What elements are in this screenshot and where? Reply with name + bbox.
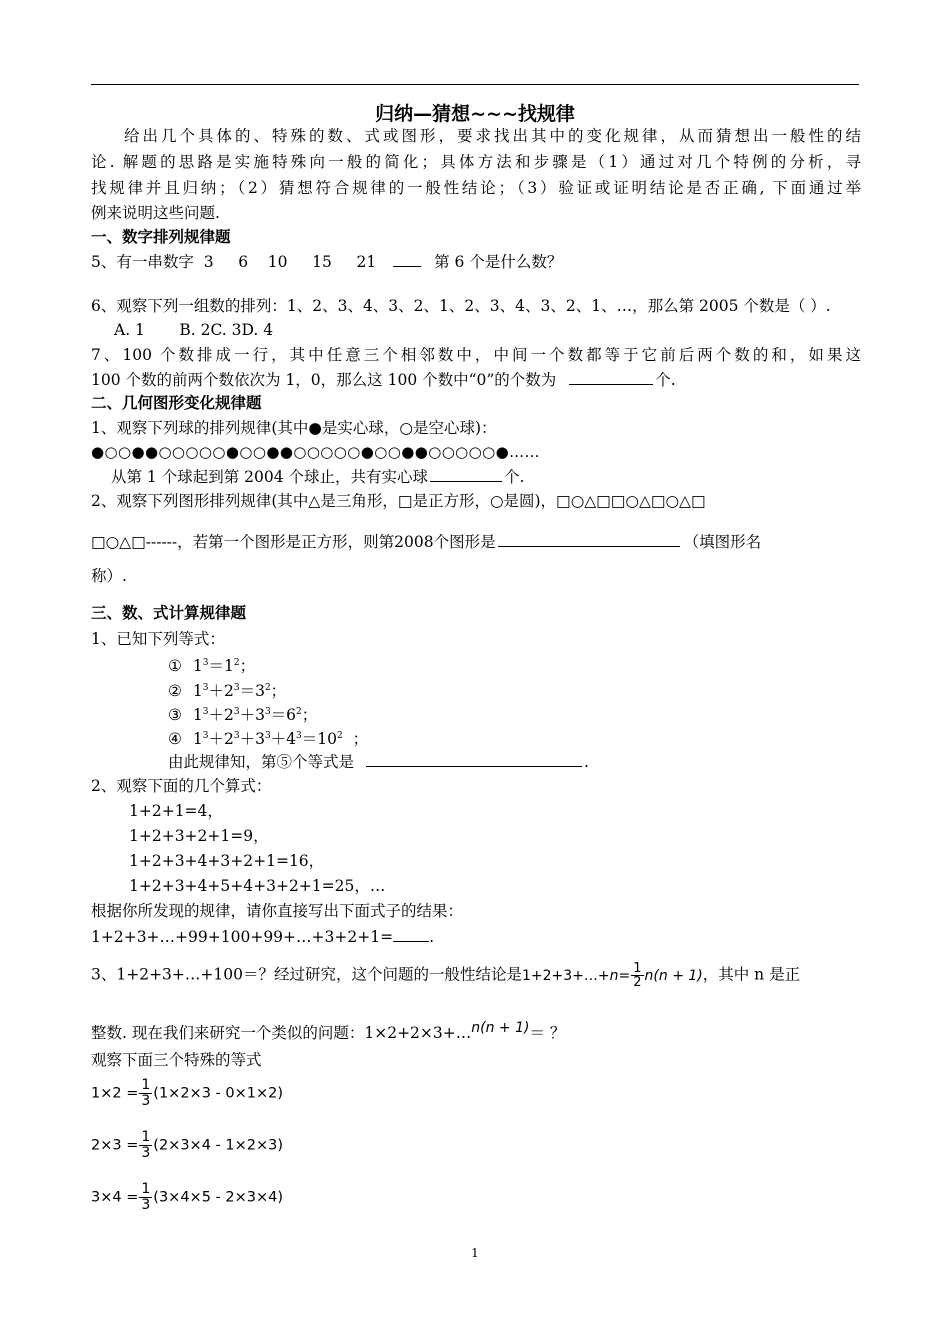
eq4-exp: 3 xyxy=(202,731,209,741)
equation-4 xyxy=(168,726,938,749)
equation-3 xyxy=(168,702,938,725)
s3-question-3-line1 xyxy=(91,962,861,989)
s2-question-1: 1、观察下列球的排列规律(其中●是实心球，○是空心球)： xyxy=(91,419,497,437)
eq1-label: ① xyxy=(168,657,182,675)
eq4-exp: 3 xyxy=(296,731,302,741)
eq3-exp: 3 xyxy=(202,707,209,717)
equation-2 xyxy=(168,678,938,701)
s1-question-6: 6、观察下列一组数的排列：1、2、3、4、3、2、1、2、3、4、3、2、1、…，那么第 2005 个数是（ ）. xyxy=(91,297,831,315)
special-eq3-lhs: 3×4 = xyxy=(91,1189,139,1206)
special-equation-3 xyxy=(91,1182,283,1213)
q5-text: 5、有一串数字 3 6 10 15 21 xyxy=(91,253,377,271)
q2-expr-tail: . xyxy=(429,928,434,946)
special-eq3-rhs: (3×4×5 - 2×3×4) xyxy=(153,1189,283,1206)
section1-heading: 一、数字排列规律题 xyxy=(91,228,231,246)
s2-question-1-ask xyxy=(111,466,881,487)
sum-result-blank[interactable] xyxy=(393,926,429,942)
sum-line-1: 1+2+1=4， xyxy=(129,802,223,820)
intro-line-2: 论. 解题的思路是实施特殊向一般的简化；具体方法和步骤是（1）通过对几个特例的分析，寻 xyxy=(91,153,861,171)
section2-heading: 二、几何图形变化规律题 xyxy=(91,394,262,412)
s3-question-2: 2、观察下面的几个算式： xyxy=(91,777,272,795)
q3-frac-den: 2 xyxy=(633,975,642,990)
special-eq2-rhs: (2×3×4 - 1×2×3) xyxy=(153,1137,283,1154)
intro-line-1: 给出几个具体的、特殊的数、式或图形，要求找出其中的变化规律，从而猜想出一般性的结 xyxy=(124,127,861,145)
eq4-part: ＋3 xyxy=(239,730,265,748)
s2-question-2-line3: 称）. xyxy=(91,567,127,585)
q3-tail: ，其中 n 是正 xyxy=(702,965,801,984)
special-eq1-fraction xyxy=(139,1078,152,1109)
q2-expr-text: 1+2+3+…+99+100+99+…+3+2+1= xyxy=(91,928,394,946)
special-equation-2 xyxy=(91,1130,283,1161)
eq4-exp: 3 xyxy=(264,731,271,741)
s2-question-2-line2 xyxy=(91,531,861,552)
special-eq2-fraction xyxy=(139,1130,152,1161)
q3-formula-rhs: n(n + 1) xyxy=(644,967,703,984)
eq4-exp: 2 xyxy=(337,731,343,741)
eq4-part: ＝10 xyxy=(301,730,338,748)
eq3-part: ＋2 xyxy=(208,706,234,724)
eq2-base: 1 xyxy=(192,682,203,700)
s1-question-7-line1: 7、100 个数排成一行，其中任意三个相邻数中，中间一个数都等于它前后两个数的和，如果这 xyxy=(91,346,861,364)
eq1-exp: 3 xyxy=(202,658,209,668)
q7-answer-blank[interactable] xyxy=(569,369,653,385)
s1-question-6-options: A. 1 B. 2C. 3D. 4 xyxy=(114,321,274,339)
s3-question-2-ask: 根据你所发现的规律，请你直接写出下面式子的结果： xyxy=(91,902,464,920)
q3-line2-text: 整数. 现在我们来研究一个类似的问题：1×2+2×3+… xyxy=(91,1024,472,1042)
eq4-part: 1 xyxy=(192,730,203,748)
eq2-exp: 3 xyxy=(202,683,209,693)
eq3-part: ＋3 xyxy=(239,706,265,724)
header-rule xyxy=(91,84,859,85)
q7-tail: 个. xyxy=(655,371,676,389)
q3-frac-num: 1 xyxy=(633,961,642,976)
eq1-base: 1 xyxy=(192,657,203,675)
eq3-label: ③ xyxy=(168,706,182,724)
eq1-rhs: ＝1 xyxy=(208,657,234,675)
s3-question-1-ask xyxy=(168,751,938,772)
s3-question-3-line2 xyxy=(91,1018,861,1043)
special-eq2-num: 1 xyxy=(141,1129,151,1145)
sum-line-2: 1+2+3+2+1=9， xyxy=(129,827,269,845)
q1-ask-tail: . xyxy=(584,753,589,771)
eq3-exp: 3 xyxy=(233,707,240,717)
q3-formula xyxy=(521,961,703,990)
sum-line-4: 1+2+3+4+5+4+3+2+1=25，… xyxy=(129,877,386,895)
section3-heading: 三、数、式计算规律题 xyxy=(91,604,247,622)
eq3-part: ； xyxy=(301,706,318,724)
q1-ask-tail: 个. xyxy=(504,468,525,486)
ball-sequence: ●○○●●○○○○○●○○●●○○○○○●○○●●○○○○○●…… xyxy=(91,443,540,461)
q3-fraction xyxy=(631,962,643,989)
q5-answer-blank[interactable] xyxy=(393,251,421,267)
q3-text: 3、1+2+3+…+100＝？经过研究，这个问题的一般性结论是 xyxy=(91,965,522,984)
equation-1 xyxy=(168,653,938,676)
eq3-exp: 3 xyxy=(264,707,271,717)
eq1-end: ； xyxy=(239,657,256,675)
special-eq2-lhs: 2×3 = xyxy=(91,1137,139,1154)
s1-question-7-line2 xyxy=(91,369,861,390)
shape-2008-blank[interactable] xyxy=(498,531,680,547)
q1-ask-text: 由此规律知，第⑤个等式是 xyxy=(168,753,355,771)
eq2-mid-exp: 3 xyxy=(233,683,240,693)
special-eq1-lhs: 1×2 = xyxy=(91,1085,139,1102)
q3-formula-eq: = xyxy=(618,967,631,984)
eq2-label: ② xyxy=(168,682,182,700)
s1-question-5 xyxy=(91,251,861,272)
s3-question-1: 1、已知下列等式： xyxy=(91,630,225,648)
special-eq3-fraction xyxy=(139,1182,152,1213)
s3-question-2-expr xyxy=(91,926,861,947)
intro-line-4: 例来说明这些问题. xyxy=(91,204,220,222)
q1-ask-text: 从第 1 个球起到第 2004 个球止，共有实心球 xyxy=(111,468,429,486)
eq4-part: ＋4 xyxy=(270,730,297,748)
eq3-exp: 2 xyxy=(296,707,302,717)
eq2-rhs-exp: 2 xyxy=(264,683,271,693)
fifth-equation-blank[interactable] xyxy=(366,751,582,767)
eq2-end: ； xyxy=(270,682,287,700)
special-eq1-den: 3 xyxy=(141,1093,151,1109)
eq3-part: ＝6 xyxy=(270,706,297,724)
special-eq3-num: 1 xyxy=(141,1181,151,1197)
eq4-part: ＋2 xyxy=(208,730,234,748)
page-title: 归纳—猜想~~~找规律 xyxy=(375,103,575,125)
sum-line-3: 1+2+3+4+3+2+1=16， xyxy=(129,852,325,870)
special-eq3-den: 3 xyxy=(141,1197,151,1213)
eq4-part: ； xyxy=(342,730,369,748)
solid-ball-count-blank[interactable] xyxy=(430,466,502,482)
eq1-rhs-exp: 2 xyxy=(233,658,240,668)
special-eq1-rhs: (1×2×3 - 0×1×2) xyxy=(153,1085,283,1102)
q3-formula-n: n xyxy=(609,967,619,984)
special-equation-1 xyxy=(91,1078,283,1109)
s2-question-2-line1: 2、观察下列图形排列规律(其中△是三角形，□是正方形，○是圆)，□○△□□○△□○△□ xyxy=(91,492,706,510)
q3-line2-expr: n(n + 1) xyxy=(471,1020,530,1036)
eq3-part: 1 xyxy=(192,706,203,724)
q3-line2-tail: ＝ ？ xyxy=(529,1024,566,1042)
q2-text: □○△□------，若第一个图形是正方形，则第2008个图形是 xyxy=(91,533,496,551)
q7-text: 100 个数的前两个数依次为 1，0，那么这 100 个数中“0”的个数为 xyxy=(91,371,557,389)
eq2-rhs: ＝3 xyxy=(239,682,265,700)
page-number: 1 xyxy=(471,1246,479,1260)
eq2-mid: ＋2 xyxy=(208,682,234,700)
eq4-exp: 3 xyxy=(233,731,240,741)
s3-question-3-observe: 观察下面三个特殊的等式 xyxy=(91,1051,262,1069)
q2-tail: （填图形名 xyxy=(683,533,762,551)
eq4-label: ④ xyxy=(168,730,182,748)
special-eq2-den: 3 xyxy=(141,1145,151,1161)
q5-tail: 第 6 个是什么数？ xyxy=(434,253,563,271)
intro-line-3: 找规律并且归纳；（2）猜想符合规律的一般性结论；（3）验证或证明结论是否正确, 下面通过举 xyxy=(91,179,861,197)
special-eq1-num: 1 xyxy=(141,1077,151,1093)
q3-formula-lhs: 1+2+3+…+ xyxy=(521,967,610,984)
